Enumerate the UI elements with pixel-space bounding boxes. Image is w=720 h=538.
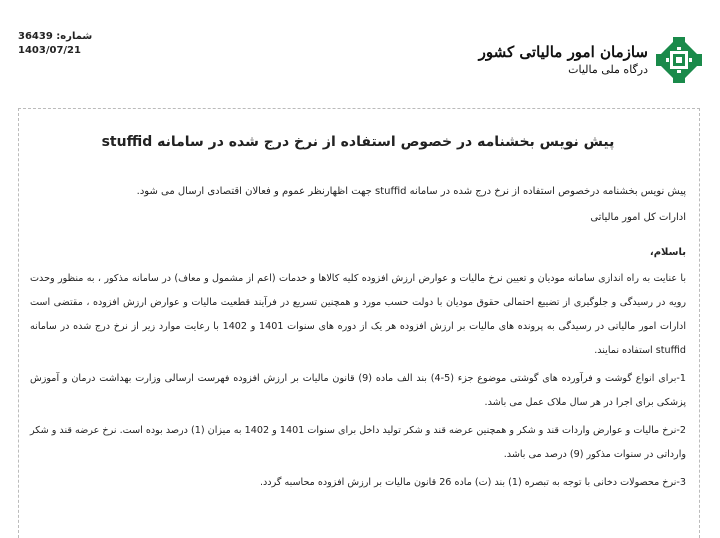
org-header <box>479 34 702 86</box>
document-body <box>30 120 686 495</box>
list-item: 1-برای انواع گوشت و فرآورده های گوشتی موضوع جزء (5-4) بند الف ماده (9) قانون مالیات بر ارزش افزوده فهرست ارسالی وزارت بهداشت درمان و آموزش پزشکی برای اجرا در هر سال ملاک عمل می باشد. <box>30 373 686 408</box>
list-item: 2-نرخ مالیات و عوارض واردات قند و شکر و همچنین عرضه قند و شکر تولید داخل برای سنوات 1401 و 1402 به میزان (1) درصد بوده است. نرخ عرضه قند و شکر وارداتی در سنوات مذکور (9) درصد می باشد. <box>30 425 686 460</box>
letter-meta <box>18 30 92 58</box>
org-name: سازمان امور مالیاتی کشور <box>478 43 648 61</box>
document-title: پیش نویس بخشنامه در خصوص استفاده از نرخ درج شده در سامانه stuffid <box>101 134 615 150</box>
recipient-department: ادارات کل امور مالیاتی <box>590 212 686 223</box>
document-summary: پیش نویس بخشنامه درخصوص استفاده از نرخ درج شده در سامانه stuffid جهت اظهارنظر عموم و فعالان اقتصادی ارسال می شود. <box>136 186 686 197</box>
org-emblem-icon <box>656 37 702 83</box>
org-tagline: درگاه ملی مالیات <box>568 63 648 76</box>
letter-number: شماره: 36439 <box>18 31 93 42</box>
letter-date: 1403/07/21 <box>18 45 81 56</box>
list-item: 3-نرخ محصولات دخانی با توجه به تبصره (1) بند (ت) ماده 26 قانون مالیات بر ارزش افزوده محاسبه گردد. <box>259 477 686 488</box>
greeting: باسلام، <box>649 247 686 258</box>
intro-paragraph: با عنایت به راه اندازی سامانه مودیان و تعیین نرخ مالیات و عوارض ارزش افزوده کلیه کالاها و خدمات (اعم از مشمول و معاف) در سامانه مذکور ، به منظور وحدت رویه در رسیدگی و جلوگیری از تضییع احتمالی حقوق مودیان با دولت حسب مورد و همچنین تسریع در فرآیند قطعیت مالیات و عوارض ارزش افزوده ، مقتضی است ادارات امور مالیاتی در رسیدگی به پرونده های مالیات بر ارزش افزوده هر یک از دوره های سنوات 1401 و 1402 با رعایت موارد زیر از نرخ درج شده در سامانه stuffid استفاده نمایند. <box>30 273 686 356</box>
